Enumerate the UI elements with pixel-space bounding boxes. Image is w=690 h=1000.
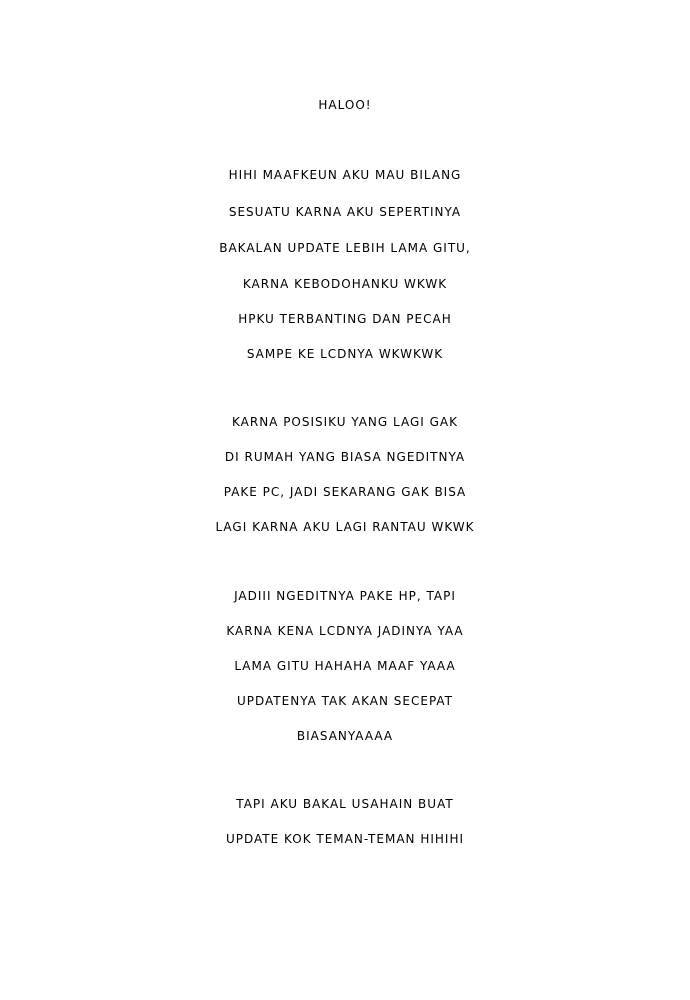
- paragraph-2-line-2: DI RUMAH YANG BIASA NGEDITNYA: [224, 450, 466, 464]
- paragraph-1-line-6: SAMPE KE LCDNYA WKWKWK: [246, 347, 444, 361]
- paragraph-1-line-1: HIHI MAAFKEUN AKU MAU BILANG: [228, 168, 462, 182]
- paragraph-2-line-3: PAKE PC, JADI SEKARANG GAK BISA: [223, 485, 467, 499]
- greeting: HALOO!: [318, 98, 372, 112]
- paragraph-4-line-2: UPDATE KOK TEMAN-TEMAN HIHIHI: [225, 832, 465, 846]
- paragraph-3-line-2: KARNA KENA LCDNYA JADINYA YAA: [226, 624, 464, 638]
- paragraph-2-line-1: KARNA POSISIKU YANG LAGI GAK: [231, 415, 459, 429]
- paragraph-3-line-4: UPDATENYA TAK AKAN SECEPAT: [236, 694, 454, 708]
- paragraph-3-line-1: JADIII NGEDITNYA PAKE HP, TAPI: [234, 589, 456, 603]
- paragraph-1-line-4: KARNA KEBODOHANKU WKWK: [242, 277, 448, 291]
- paragraph-4-line-1: TAPI AKU BAKAL USAHAIN BUAT: [236, 797, 454, 811]
- paragraph-3-line-5: BIASANYAAAA: [296, 729, 394, 743]
- paragraph-1-line-5: HPKU TERBANTING DAN PECAH: [238, 312, 452, 326]
- paragraph-1-line-2: SESUATU KARNA AKU SEPERTINYA: [228, 205, 462, 219]
- paragraph-3-line-3: LAMA GITU HAHAHA MAAF YAAA: [234, 659, 456, 673]
- paragraph-1-line-3: BAKALAN UPDATE LEBIH LAMA GITU,: [219, 241, 471, 255]
- paragraph-2-line-4: LAGI KARNA AKU LAGI RANTAU WKWK: [215, 520, 475, 534]
